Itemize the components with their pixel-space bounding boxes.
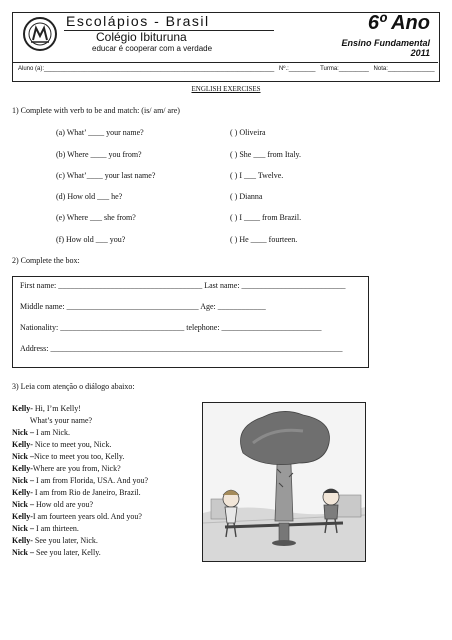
dialogue-line: Kelly- See you later, Nick. xyxy=(12,536,98,545)
address-line[interactable]: Address: _________________________________________________________________________ xyxy=(20,344,343,353)
nationality-telephone-line[interactable]: Nationality: _______________________________ telephone: _________________________ xyxy=(20,323,322,332)
kids-seesaw-illustration xyxy=(202,402,366,562)
question-f: (f) How old ___ you? xyxy=(56,235,126,244)
college-name: Colégio Ibituruna xyxy=(96,30,187,44)
student-name-field[interactable]: Aluno (a):_____________________________________________________________________ xyxy=(18,66,275,72)
answer-1: ( ) Oliveira xyxy=(230,128,266,137)
dialogue-line: What’s your name? xyxy=(12,416,93,425)
middle-name-age-line[interactable]: Middle name: _________________________________ Age: ____________ xyxy=(20,302,266,311)
level-label: Ensino Fundamental xyxy=(341,38,430,48)
question-d: (d) How old ___ he? xyxy=(56,192,123,201)
header-separator xyxy=(12,62,438,63)
dialogue-line: Kelly- Hi, I’m Kelly! xyxy=(12,404,81,413)
answer-4: ( ) Dianna xyxy=(230,192,263,201)
year-label: 2011 xyxy=(410,48,430,58)
student-number-field[interactable]: Nº.:________ xyxy=(278,66,316,72)
question-b: (b) Where ____ you from? xyxy=(56,150,142,159)
dialogue-line: Nick – How old are you? xyxy=(12,500,94,509)
grade-label: 6º Ano xyxy=(367,12,430,34)
answer-5: ( ) I ____ from Brazil. xyxy=(230,213,302,222)
exercise-1-prompt: 1) Complete with verb to be and match: (is/ am/ are) xyxy=(12,106,180,115)
page-title: ENGLISH EXERCISES xyxy=(191,85,261,93)
student-fields xyxy=(18,66,438,72)
motto: educar é cooperar com a verdade xyxy=(92,44,213,53)
school-name: Escolápios - Brasil xyxy=(66,13,210,29)
dialogue-line: Nick – See you later, Kelly. xyxy=(12,548,101,557)
dialogue-line: Kelly-I am fourteen years old. And you? xyxy=(12,512,142,521)
exercise-2-prompt: 2) Complete the box: xyxy=(12,256,80,265)
level-block xyxy=(341,38,430,58)
answer-2: ( ) She ___ from Italy. xyxy=(230,150,302,159)
dialogue-line: Nick – I am Nick. xyxy=(12,428,70,437)
grade-field[interactable]: Nota:______________ xyxy=(373,66,435,72)
dialogue-line: Nick – I am thirteen. xyxy=(12,524,79,533)
dialogue-line: Nick –Nice to meet you too, Kelly. xyxy=(12,452,125,461)
first-last-name-line[interactable]: First name: ____________________________________ Last name: __________________________ xyxy=(20,281,346,290)
answer-3: ( ) I ___ Twelve. xyxy=(230,171,284,180)
answer-6: ( ) He ____ fourteen. xyxy=(230,235,298,244)
dialogue-line: Kelly- Nice to meet you, Nick. xyxy=(12,440,112,449)
dialogue-line: Kelly-Where are you from, Nick? xyxy=(12,464,121,473)
dialogue-line: Kelly- I am from Rio de Janeiro, Brazil. xyxy=(12,488,141,497)
question-c: (c) What’____ your last name? xyxy=(56,171,156,180)
school-logo xyxy=(22,16,58,52)
question-a: (a) What’ ____ your name? xyxy=(56,128,144,137)
question-e: (e) Where ___ she from? xyxy=(56,213,136,222)
class-field[interactable]: Turma:_________ xyxy=(320,66,369,72)
exercise-3-prompt: 3) Leia com atenção o diálogo abaixo: xyxy=(12,382,135,391)
dialogue-line: Nick – I am from Florida, USA. And you? xyxy=(12,476,148,485)
